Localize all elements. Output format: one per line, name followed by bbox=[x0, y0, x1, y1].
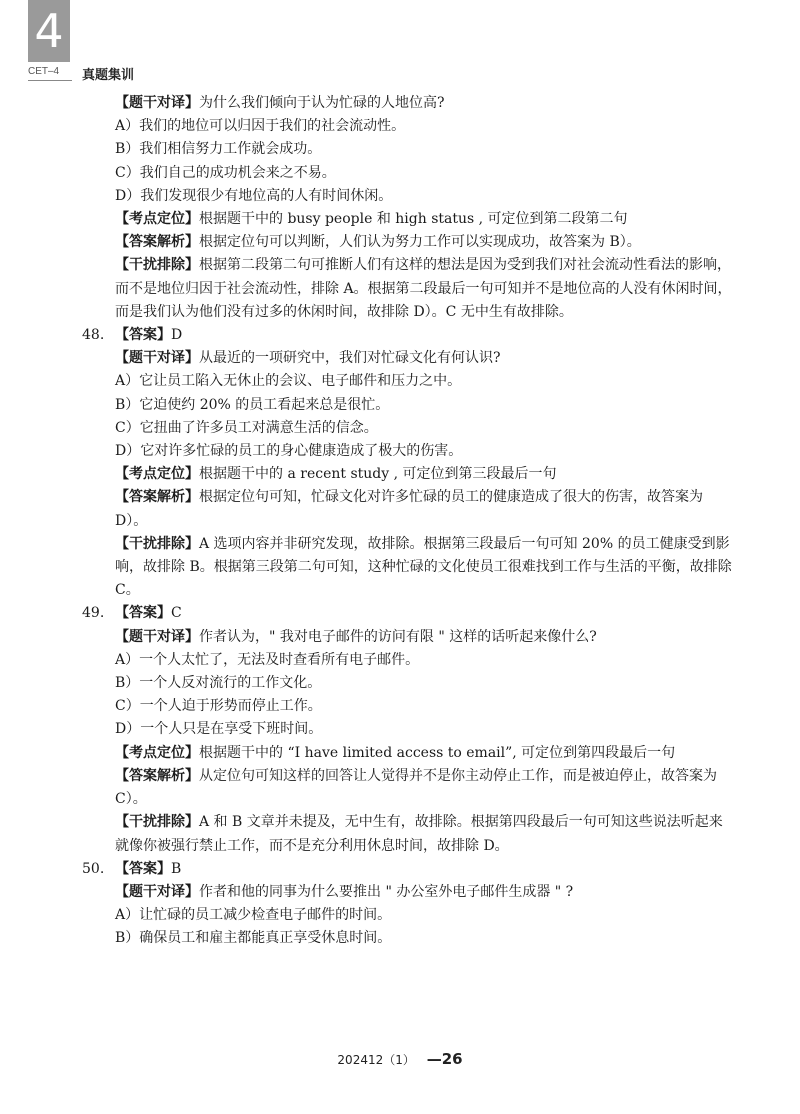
text-line bbox=[82, 231, 734, 254]
answer-line bbox=[82, 858, 734, 881]
issue-label: 202412（1） bbox=[337, 1053, 415, 1067]
text-line bbox=[82, 672, 734, 695]
line-text: 根据题干中的 a recent study , 可定位到第三段最后一句 bbox=[199, 466, 557, 483]
section-tag: 【题干对译】 bbox=[115, 95, 199, 111]
line-text: 根据第二段第二句可推断人们有这样的想法是因为受到我们对社会流动性看法的影响，而不是地位归因于社会流动性，排除 A。根据第二段最后一句可知并不是地位高的人没有休闲时间，而是我们认为他们没有过多的休闲时间，故排除 D）。C 无中生有故排除。 bbox=[115, 257, 732, 320]
line-text: 根据定位句可以判断，人们认为努力工作可以实现成功，故答案为 B）。 bbox=[199, 234, 641, 251]
text-line bbox=[82, 463, 734, 486]
text-line bbox=[82, 904, 734, 927]
line-text: B）确保员工和雇主都能真正享受休息时间。 bbox=[115, 930, 392, 947]
text-line bbox=[82, 440, 734, 463]
section-tag: 【考点定位】 bbox=[115, 744, 199, 761]
section-tag: 【答案解析】 bbox=[115, 767, 199, 784]
exam-label: CET–4 bbox=[28, 66, 60, 77]
section-tag: 【干扰排除】 bbox=[115, 814, 199, 831]
text-line bbox=[82, 138, 734, 161]
line-text: 从最近的一项研究中，我们对忙碌文化有何认识? bbox=[199, 350, 501, 367]
chapter-number-badge: 4 bbox=[28, 0, 70, 62]
page-header bbox=[0, 0, 800, 90]
line-text: 作者认为，" 我对电子邮件的访问有限 " 这样的话听起来像什么? bbox=[199, 628, 597, 645]
answer-explanations bbox=[82, 92, 734, 951]
line-text: A）它让员工陷入无休止的会议、电子邮件和压力之中。 bbox=[115, 373, 462, 390]
question-number: 49. bbox=[82, 605, 105, 622]
line-text: C）我们自己的成功机会来之不易。 bbox=[115, 164, 336, 181]
section-tag: 【考点定位】 bbox=[115, 211, 199, 228]
line-text: D bbox=[171, 327, 183, 344]
text-line bbox=[82, 626, 734, 649]
text-line bbox=[82, 742, 734, 765]
text-line bbox=[82, 162, 734, 185]
text-line bbox=[82, 811, 734, 857]
text-line bbox=[82, 695, 734, 718]
line-text: 根据定位句可知，忙碌文化对许多忙碌的员工的健康造成了很大的伤害，故答案为 D）。 bbox=[115, 489, 703, 529]
line-text: D）一个人只是在享受下班时间。 bbox=[115, 721, 323, 738]
line-text: A）让忙碌的员工减少检查电子邮件的时间。 bbox=[115, 907, 392, 924]
text-line bbox=[82, 208, 734, 231]
line-text: B bbox=[171, 860, 182, 877]
header-divider bbox=[28, 80, 72, 81]
text-line bbox=[82, 254, 734, 324]
section-tag: 【考点定位】 bbox=[115, 466, 199, 483]
page-number: —26 bbox=[426, 1050, 463, 1068]
line-text: A 和 B 文章并未提及，无中生有，故排除。根据第四段最后一句可知这些说法听起来就像你被强行禁止工作，而不是充分利用休息时间，故排除 D。 bbox=[115, 814, 723, 854]
text-line bbox=[82, 649, 734, 672]
text-line bbox=[82, 92, 734, 115]
line-text: 作者和他的同事为什么要推出 " 办公室外电子邮件生成器 " ? bbox=[199, 883, 574, 900]
line-text: A 选项内容并非研究发现，故排除。根据第三段最后一句可知 20% 的员工健康受到影响，故排除 B。根据第三段第二句可知，这种忙碌的文化使员工很难找到工作与生活的平衡，故排除 C。 bbox=[115, 535, 732, 599]
section-tag: 【答案】 bbox=[115, 605, 171, 622]
text-line bbox=[82, 394, 734, 417]
text-line bbox=[82, 115, 734, 138]
line-text: D）它对许多忙碌的员工的身心健康造成了极大的伤害。 bbox=[115, 443, 463, 460]
line-text: 为什么我们倾向于认为忙碌的人地位高? bbox=[199, 95, 445, 111]
section-tag: 【答案】 bbox=[115, 860, 171, 877]
question-number: 48. bbox=[82, 327, 105, 344]
text-line bbox=[82, 370, 734, 393]
section-tag: 【答案解析】 bbox=[115, 489, 199, 506]
line-text: C bbox=[171, 605, 182, 622]
section-tag: 【干扰排除】 bbox=[115, 257, 199, 274]
line-text: B）一个人反对流行的工作文化。 bbox=[115, 675, 322, 692]
line-text: 从定位句可知这样的回答让人觉得并不是你主动停止工作，而是被迫停止，故答案为 C）。 bbox=[115, 767, 717, 808]
line-text: B）我们相信努力工作就会成功。 bbox=[115, 141, 322, 158]
section-tag: 【答案解析】 bbox=[115, 234, 199, 251]
line-text: A）一个人太忙了，无法及时查看所有电子邮件。 bbox=[115, 651, 420, 668]
answer-line bbox=[82, 602, 734, 625]
line-text: 根据题干中的 “I have limited access to email”, 可定位到第四段最后一句 bbox=[199, 744, 676, 761]
line-text: C）它扭曲了许多员工对满意生活的信念。 bbox=[115, 419, 378, 436]
text-line bbox=[82, 185, 734, 208]
line-text: A）我们的地位可以归因于我们的社会流动性。 bbox=[115, 118, 406, 135]
line-text: C）一个人迫于形势而停止工作。 bbox=[115, 698, 322, 715]
text-line bbox=[82, 417, 734, 440]
line-text: 根据题干中的 busy people 和 high status , 可定位到第二段第二句 bbox=[199, 211, 628, 228]
text-line bbox=[82, 881, 734, 904]
page-footer bbox=[0, 1050, 800, 1068]
section-tag: 【题干对译】 bbox=[115, 883, 199, 900]
text-line bbox=[82, 765, 734, 811]
line-text: D）我们发现很少有地位高的人有时间休闲。 bbox=[115, 187, 393, 204]
text-line bbox=[82, 533, 734, 603]
answer-line bbox=[82, 324, 734, 347]
text-line bbox=[82, 486, 734, 532]
question-number: 50. bbox=[82, 860, 105, 877]
text-line bbox=[82, 347, 734, 370]
section-tag: 【干扰排除】 bbox=[115, 535, 199, 552]
text-line bbox=[82, 718, 734, 741]
section-tag: 【题干对译】 bbox=[115, 628, 199, 645]
section-tag: 【答案】 bbox=[115, 327, 171, 344]
text-line bbox=[82, 927, 734, 950]
section-tag: 【题干对译】 bbox=[115, 350, 199, 367]
line-text: B）它迫使约 20% 的员工看起来总是很忙。 bbox=[115, 396, 390, 413]
series-title: 真题集训 bbox=[82, 68, 135, 83]
